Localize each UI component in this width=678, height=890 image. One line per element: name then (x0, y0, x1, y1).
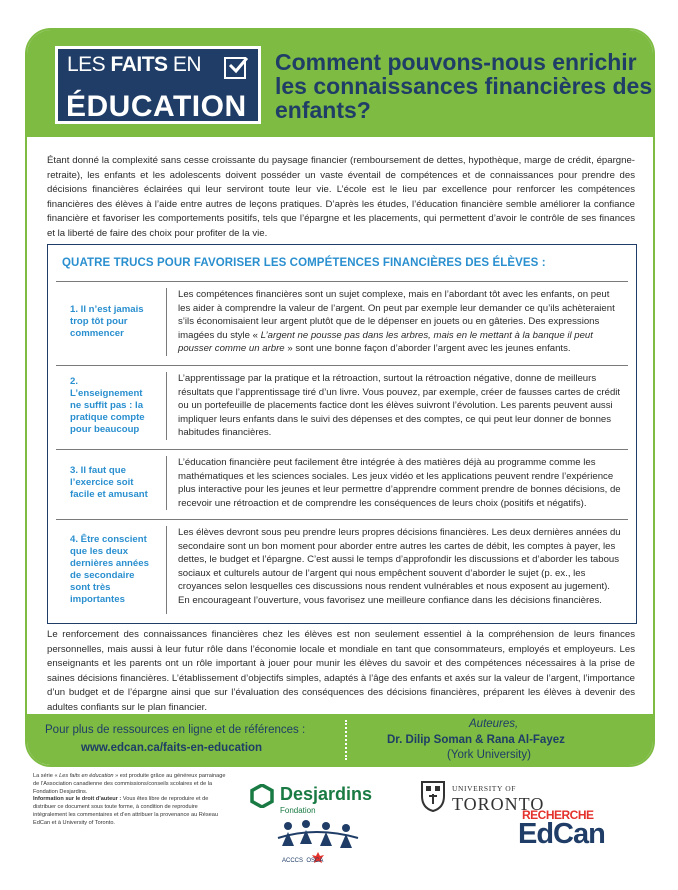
authors-affiliation: (York University) (447, 749, 531, 761)
desjardins-wordmark: Desjardins (280, 784, 373, 804)
crest-icon (420, 780, 446, 812)
header-band (27, 30, 653, 137)
logo-en: EN (167, 53, 202, 76)
tip-label: 1. Il n’est jamais trop tôt pour commencer (70, 304, 144, 339)
tip-row-2 (56, 365, 628, 446)
edcan-wordmark: EdCan (518, 818, 605, 850)
acccs-osca-text: ACCCS OSCA (282, 858, 324, 864)
checkbox-icon (224, 57, 246, 79)
authors-names: Dr. Dilip Soman & Rana Al-Fayez (387, 734, 565, 746)
logo-education: ÉDUCATION (66, 90, 247, 123)
copyright-info: Information sur le droit d’auteur : Vous êtes libre de reproduire et de distribuer ce document sous toute forme, à condition de reproduire intégralement les commentaires et d’en attribuer la provenance au Réseau EdCan et à University of Toronto. (33, 796, 219, 826)
resources-label: Pour plus de ressources en ligne et de références : (45, 724, 306, 736)
tip-label: 3. Il faut que l’exercice soit facile et amusant (70, 465, 148, 500)
acccs-osca-logo (276, 818, 366, 868)
conclusion-paragraph: Le renforcement des connaissances financières chez les élèves est non seulement essentiel à la compréhension de leurs finances personnelles, mais aussi à leur futur rôle dans l’économie locale et mondiale en tant que consommateurs, employés et employeurs. Les enseignants et les parents ont un rôle important à jouer pour munir les élèves du savoir et des compétences nécessaires à la prise de saines décisions financières. L’établissement d’objectifs simples, adaptés à l’âge des enfants et axés sur la valeur de l’argent, l’importance d’un budget et de l’épargne ainsi que sur l’évaluation des conséquences des décisions financières, préparent les élèves à devenir des adultes confiants sur le plan financier. (47, 629, 635, 713)
tips-heading: QUATRE TRUCS POUR FAVORISER LES COMPÉTENCES FINANCIÈRES DES ÉLÈVES : (62, 257, 546, 269)
tip-text: L’éducation financière peut facilement être intégrée à des matières déjà au programme comme les mathématiques et les sciences sociales. Les jeux vidéo et les applications peuvent rendre l’expérience plus interactive pour les jeunes et leur permettre d’apprendre comment prendre de bonnes décisions, de recevoir une rétroaction et de comprendre les conséquences de leurs choix (positifs et négatifs). (178, 457, 621, 509)
authors-label: Auteures, (469, 718, 519, 730)
dotted-divider (345, 720, 347, 760)
tips-box (47, 244, 637, 624)
credits-text (33, 773, 228, 828)
uoft-line1: UNIVERSITY OF (452, 784, 516, 793)
edcan-recherche: RECHERCHE (522, 808, 594, 822)
desjardins-fondation: Fondation (280, 806, 316, 815)
tip-row-3 (56, 449, 628, 516)
tip-text: Les compétences financières sont un sujet complexe, mais en l’abordant tôt avec les enfants, on peut les aider à comprendre la valeur de l’argent. On peut par exemple leur demander ce qu’ils achèteraient s’ils économisaient leur argent plutôt que de le dépenser en jouets ou en gâteries. Des expressions imagées du style « L’argent ne pousse pas dans les arbres, mais en le mettant à la banque il peut pousser comme un arbre » sont une bonne façon d’aborder l’argent avec les jeunes enfants. (178, 289, 615, 354)
divider (166, 456, 167, 510)
tip-label: 4. Être conscient que les deux dernières années de secondaire sont très importantes (70, 534, 149, 605)
faits-en-education-logo (55, 46, 261, 124)
resources-link[interactable]: www.edcan.ca/faits-en-education (81, 742, 263, 754)
tip-text: L’apprentissage par la pratique et la rétroaction, surtout la rétroaction négative, donne de meilleurs résultats que l’apprentissage tiré d’un livre. Vous pouvez, par exemple, créer de fausses cartes de crédit ou un portefeuille de placements factice dont les élèves suivront l’évolution. Les parents peuvent aussi impliquer leurs enfants dans le suivi des dépenses et des comptes, ce qui peut leur donner de bonnes habitudes financières. (178, 373, 621, 438)
tip-text: Les élèves devront sous peu prendre leurs propres décisions financières. Les deux dernières années du secondaire sont un bon moment pour aborder entre autres les cartes de débit, les comptes à payer, les dettes, le budget et l’épargne. C’est aussi le temps d’approfondir les discussions et d’aborder les tabous sociaux et culturels autour de l’argent qui nous empêchent souvent d’aborder le sujet (p. ex., les croyances selon lesquelles ces discussions nous rendent vulnérables et nous exposent au jugement). En encourageant l’ouverture, vous favorisez une meilleure confiance dans les décisions financières. (178, 527, 621, 606)
recherche-edcan-logo (518, 808, 648, 858)
footer-band (27, 714, 653, 767)
desjardins-hexagon-icon (250, 784, 274, 808)
uoft-line2: TORONTO (452, 794, 545, 814)
tip-row-4 (56, 519, 628, 620)
series-credit: La série « Les faits en éducation » est produite grâce au généreux parrainage de l’Association canadienne des commissions/conseils scolaires et de la Fondation Desjardins. (33, 773, 226, 795)
logo-faits: FAITS (110, 53, 168, 76)
intro-paragraph: Étant donné la complexité sans cesse croissante du paysage financier (remboursement de dettes, hypothèque, marge de crédit, épargne-retraite), les enfants et les adolescents doivent posséder un vaste éventail de compétences et de connaissances pour prendre des décisions financières éclairées qui leur serviront toute leur vie. L’école est le lieu par excellence pour renforcer les compétences financières des élèves à l’aide entre autres de leçons pratiques. D’après les études, l’éducation financière semble améliorer la confiance financière et favoriser les comportements positifs, tels que l’épargne et les placements, qui permettent d’avoir le contrôle de ses finances et la liberté de faire des choix pour profiter de la vie. (47, 155, 635, 239)
logo-les: LES (67, 53, 111, 76)
divider (166, 526, 167, 614)
tip-row-1 (56, 281, 628, 362)
page-frame (25, 28, 655, 767)
tip-label: 2. L’enseignement ne suffit pas : la pratique compte pour beaucoup (70, 376, 145, 435)
divider (166, 288, 167, 356)
divider (166, 372, 167, 440)
page-title: Comment pouvons-nous enrichir les connaissances financières des enfants? (275, 49, 653, 123)
